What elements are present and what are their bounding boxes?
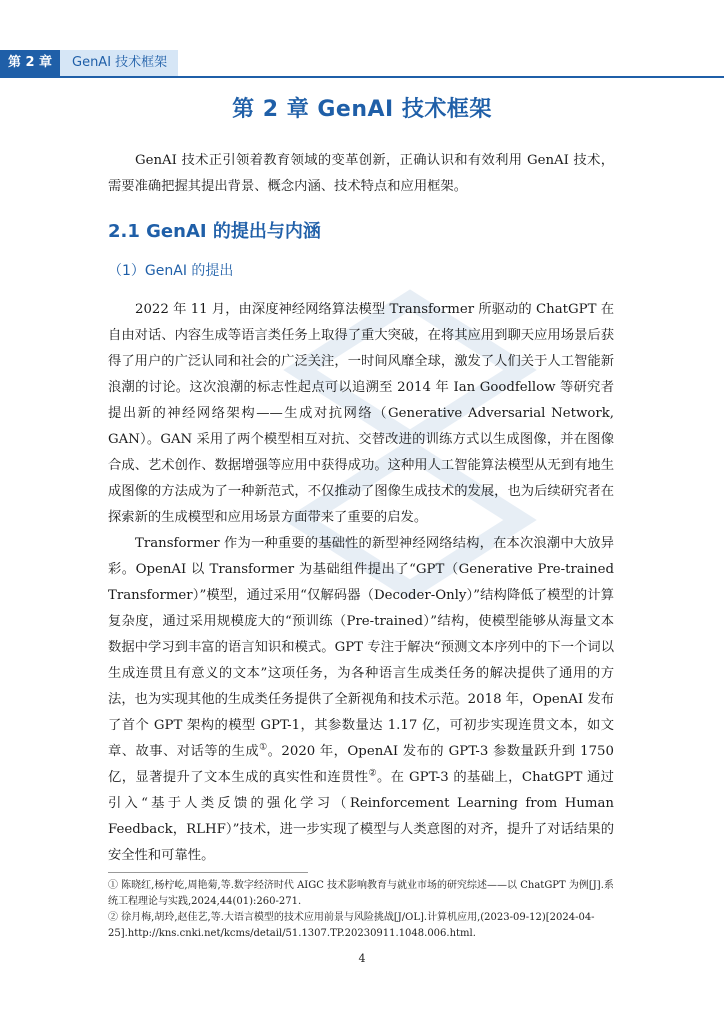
- paragraph-1: 2022 年 11 月，由深度神经网络算法模型 Transformer 所驱动的 ChatGPT 在自由对话、内容生成等语言类任务上取得了重大突破，在将其应用到聊天应用场景后获得了用户的广泛认同和社会的广泛关注，一时间风靡全球，激发了人们关于人工智能新浪潮的讨论。这次浪潮的标志性起点可以追溯至 2014 年 Ian Goodfellow 等研究者提出新的神经网络架构——生成对抗网络（Generative Adversarial Network, GAN）。GAN 采用了两个模型相互对抗、交替改进的训练方式以生成图像，并在图像合成、艺术创作、数据增强等应用中获得成功。这种用人工智能算法模型从无到有地生成图像的方法成为了一种新范式，不仅推动了图像生成技术的发展，也为后续研究者在探索新的生成模型和应用场景方面带来了重要的启发。: [108, 302, 614, 525]
- section-title: 2.1 GenAI 的提出与内涵: [108, 221, 321, 242]
- footnote-ref-2[interactable]: ②: [368, 768, 377, 779]
- paragraph-2: Transformer 作为一种重要的基础性的新型神经网络结构，在本次浪潮中大放异彩。OpenAI 以 Transformer 为基础组件提出了“GPT（Generative Pre-trained Transformer）”模型，通过采用“仅解码器（Decoder-Only）”结构降低了模型的计算复杂度，通过采用规模庞大的“预训练（Pre-trained）”结构，使模型能够从海量文本数据中学习到丰富的语言知识和模式。GPT 专注于解决“预测文本序列中的下一个词以生成连贯且有意义的文本”这项任务，为各种语言生成类任务的解决提供了通用的方法，也为实现其他的生成类任务提供了全新视角和技术示范。2018 年，OpenAI 发布了首个 GPT 架构的模型 GPT-1，其参数量达 1.17 亿，可初步实现连贯文本，如文章、故事、对话等的生成①。2020 年，OpenAI 发布的 GPT-3 参数量跃升到 1750 亿，显著提升了文本生成的真实性和连贯性②。在 GPT-3 的基础上，ChatGPT 通过引入“基于人类反馈的强化学习（Reinforcement Learning from Human Feedback，RLHF）”技术，进一步实现了模型与人类意图的对齐，提升了对话结果的安全性和可靠性。: [108, 536, 614, 863]
- footnote-2: ② 徐月梅,胡玲,赵佳艺,等.大语言模型的技术应用前景与风险挑战[J/OL].计算机应用,(2023-09-12)[2024-04-25].http://kns.cnki.net/kcms/detail/51.1307.TP.20230911.1048.006.html.: [108, 912, 595, 939]
- footnote-divider: [108, 872, 308, 873]
- body-text: [108, 297, 614, 869]
- footnotes: [108, 878, 614, 942]
- running-header: [0, 50, 724, 76]
- subsection-title: （1）GenAI 的提出: [108, 263, 234, 279]
- header-divider: [0, 76, 724, 78]
- running-header-title: GenAI 技术框架: [60, 50, 178, 76]
- footnote-ref-1[interactable]: ①: [259, 742, 268, 753]
- page-number: 4: [358, 952, 366, 965]
- footnote-1: ① 陈晓红,杨柠屹,周艳菊,等.数字经济时代 AIGC 技术影响教育与就业市场的研究综述——以 ChatGPT 为例[J].系统工程理论与实践,2024,44(01):260-271.: [108, 880, 614, 907]
- chapter-title: 第 2 章 GenAI 技术框架: [232, 97, 492, 122]
- intro-paragraph: GenAI 技术正引领着教育领域的变革创新，正确认识和有效利用 GenAI 技术，需要准确把握其提出背景、概念内涵、技术特点和应用框架。: [108, 153, 614, 194]
- chapter-label: 第 2 章: [0, 50, 60, 76]
